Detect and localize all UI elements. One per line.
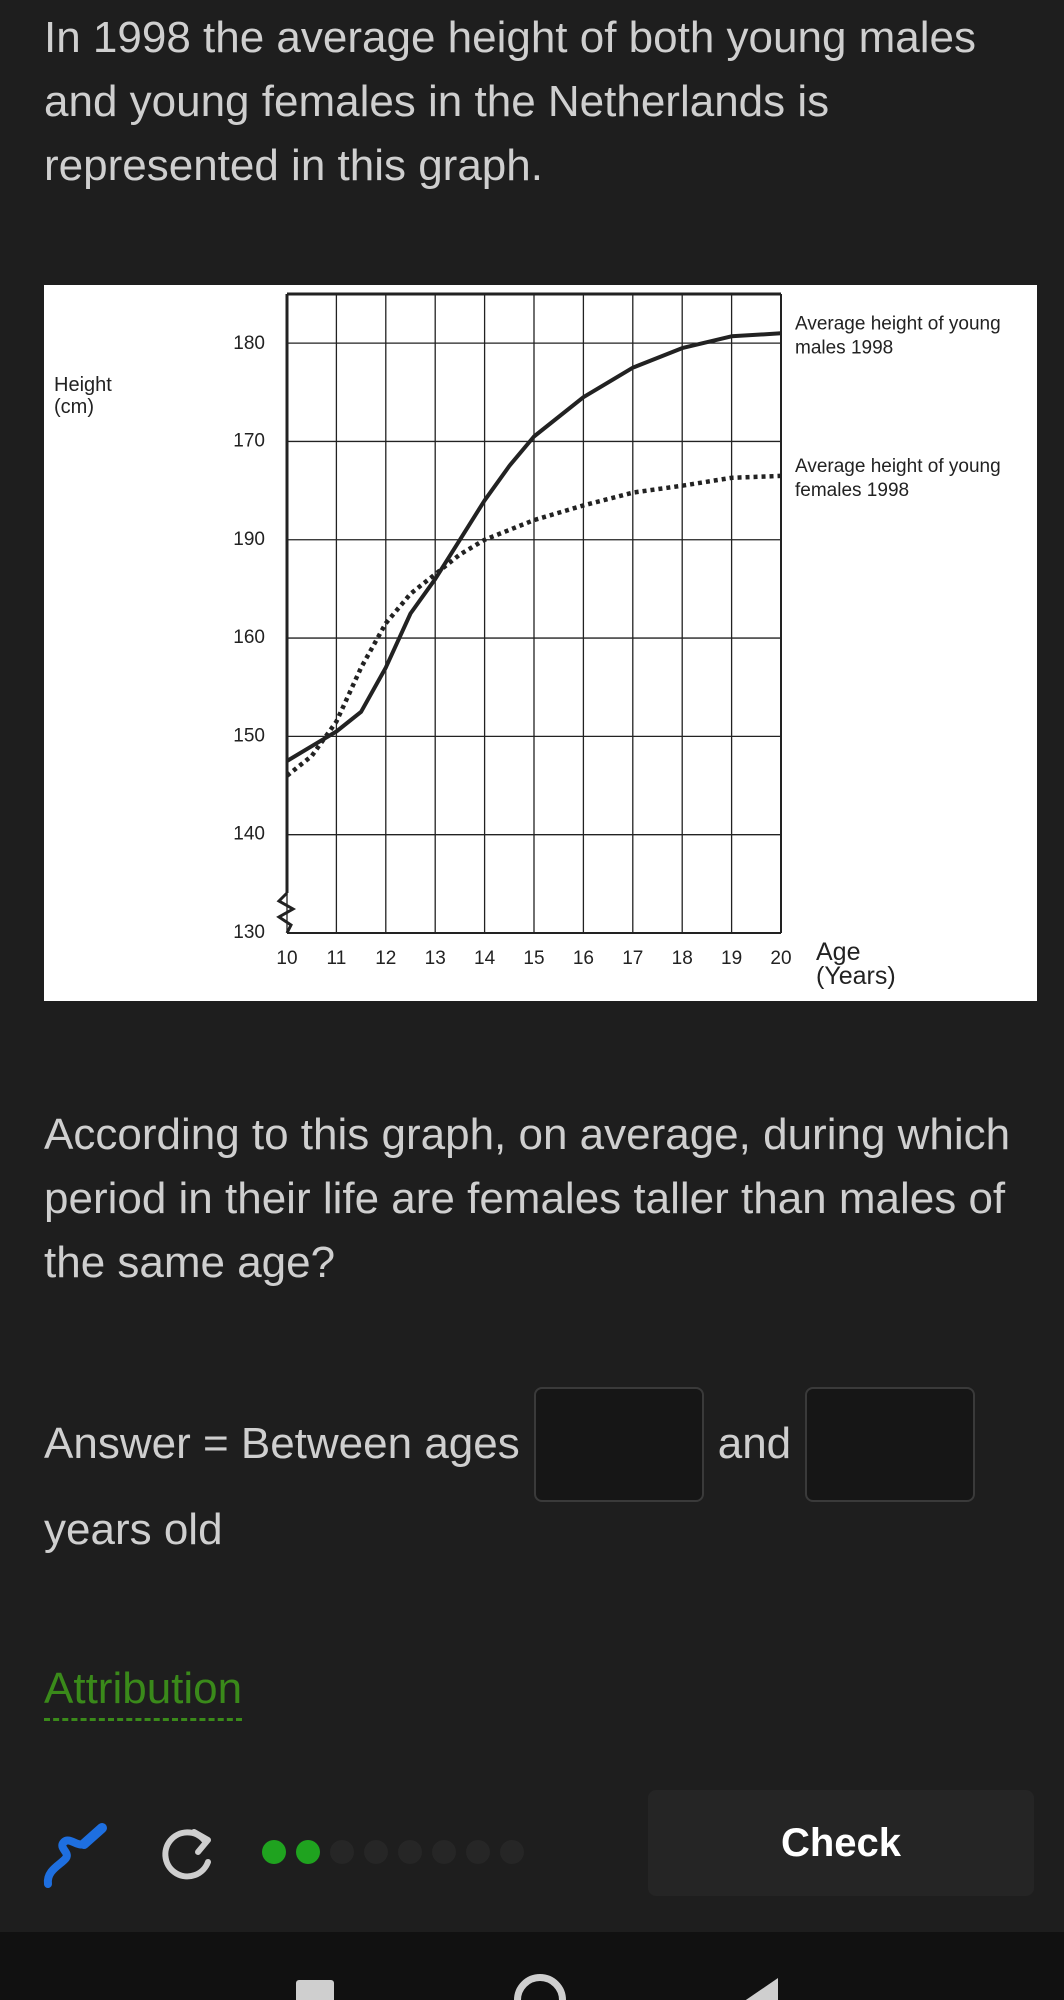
answer-prefix: Answer = Between ages: [44, 1419, 520, 1468]
axis-break-mark: [279, 893, 293, 933]
x-tick-label: 13: [424, 948, 446, 969]
redo-icon[interactable]: [158, 1826, 218, 1891]
recents-icon[interactable]: [296, 1980, 334, 2000]
progress-indicator: [262, 1840, 524, 1864]
first-age-input[interactable]: [534, 1387, 704, 1502]
x-tick-label: 11: [326, 948, 347, 969]
y-axis-label: Height (cm): [54, 374, 112, 418]
x-tick-label: 16: [572, 948, 594, 969]
system-nav-bar: [0, 1932, 1064, 2000]
x-tick-label: 17: [622, 948, 644, 969]
height-graph: [44, 285, 1037, 1001]
x-tick-label: 10: [276, 948, 298, 969]
progress-dot: [364, 1840, 388, 1864]
x-axis-label: Age (Years): [816, 938, 896, 990]
progress-dot: [432, 1840, 456, 1864]
y-tick-label: 160: [233, 627, 265, 649]
question-text: According to this graph, on average, during which period in their life are females taller than males of the same age?: [44, 1110, 1011, 1287]
series-label: Average height of young females 1998: [795, 455, 1001, 501]
progress-dot: [262, 1840, 286, 1864]
y-tick-label: 170: [233, 430, 265, 452]
y-tick-label: 190: [233, 528, 265, 550]
y-tick-label: 140: [233, 823, 265, 845]
progress-dot: [330, 1840, 354, 1864]
progress-dot: [500, 1840, 524, 1864]
answer-row: [44, 1384, 975, 1504]
attribution-link[interactable]: Attribution: [44, 1664, 242, 1721]
answer-connector: and: [717, 1419, 792, 1468]
y-tick-label: 150: [233, 725, 265, 747]
x-tick-label: 20: [770, 948, 792, 969]
bottom-toolbar: [0, 1790, 1064, 1920]
home-icon[interactable]: [514, 1974, 566, 2000]
series-label: Average height of young males 1998: [795, 313, 1001, 359]
x-tick-label: 15: [523, 948, 545, 969]
height-chart: [44, 285, 1037, 1001]
x-tick-label: 19: [721, 948, 743, 969]
pen-scribble-icon[interactable]: [40, 1822, 112, 1899]
back-icon[interactable]: [740, 1978, 778, 2000]
x-tick-label: 14: [474, 948, 496, 969]
answer-suffix: years old: [44, 1505, 223, 1554]
check-button[interactable]: Check: [648, 1790, 1034, 1896]
y-tick-label: 180: [233, 333, 265, 355]
second-age-input[interactable]: [805, 1387, 975, 1502]
x-tick-label: 18: [671, 948, 693, 969]
progress-dot: [398, 1840, 422, 1864]
progress-dot: [466, 1840, 490, 1864]
progress-dot: [296, 1840, 320, 1864]
x-tick-label: 12: [375, 948, 397, 969]
intro-text: In 1998 the average height of both young males and young females in the Netherlands is represented in this graph.: [44, 13, 977, 190]
y-tick-label: 130: [233, 922, 265, 943]
